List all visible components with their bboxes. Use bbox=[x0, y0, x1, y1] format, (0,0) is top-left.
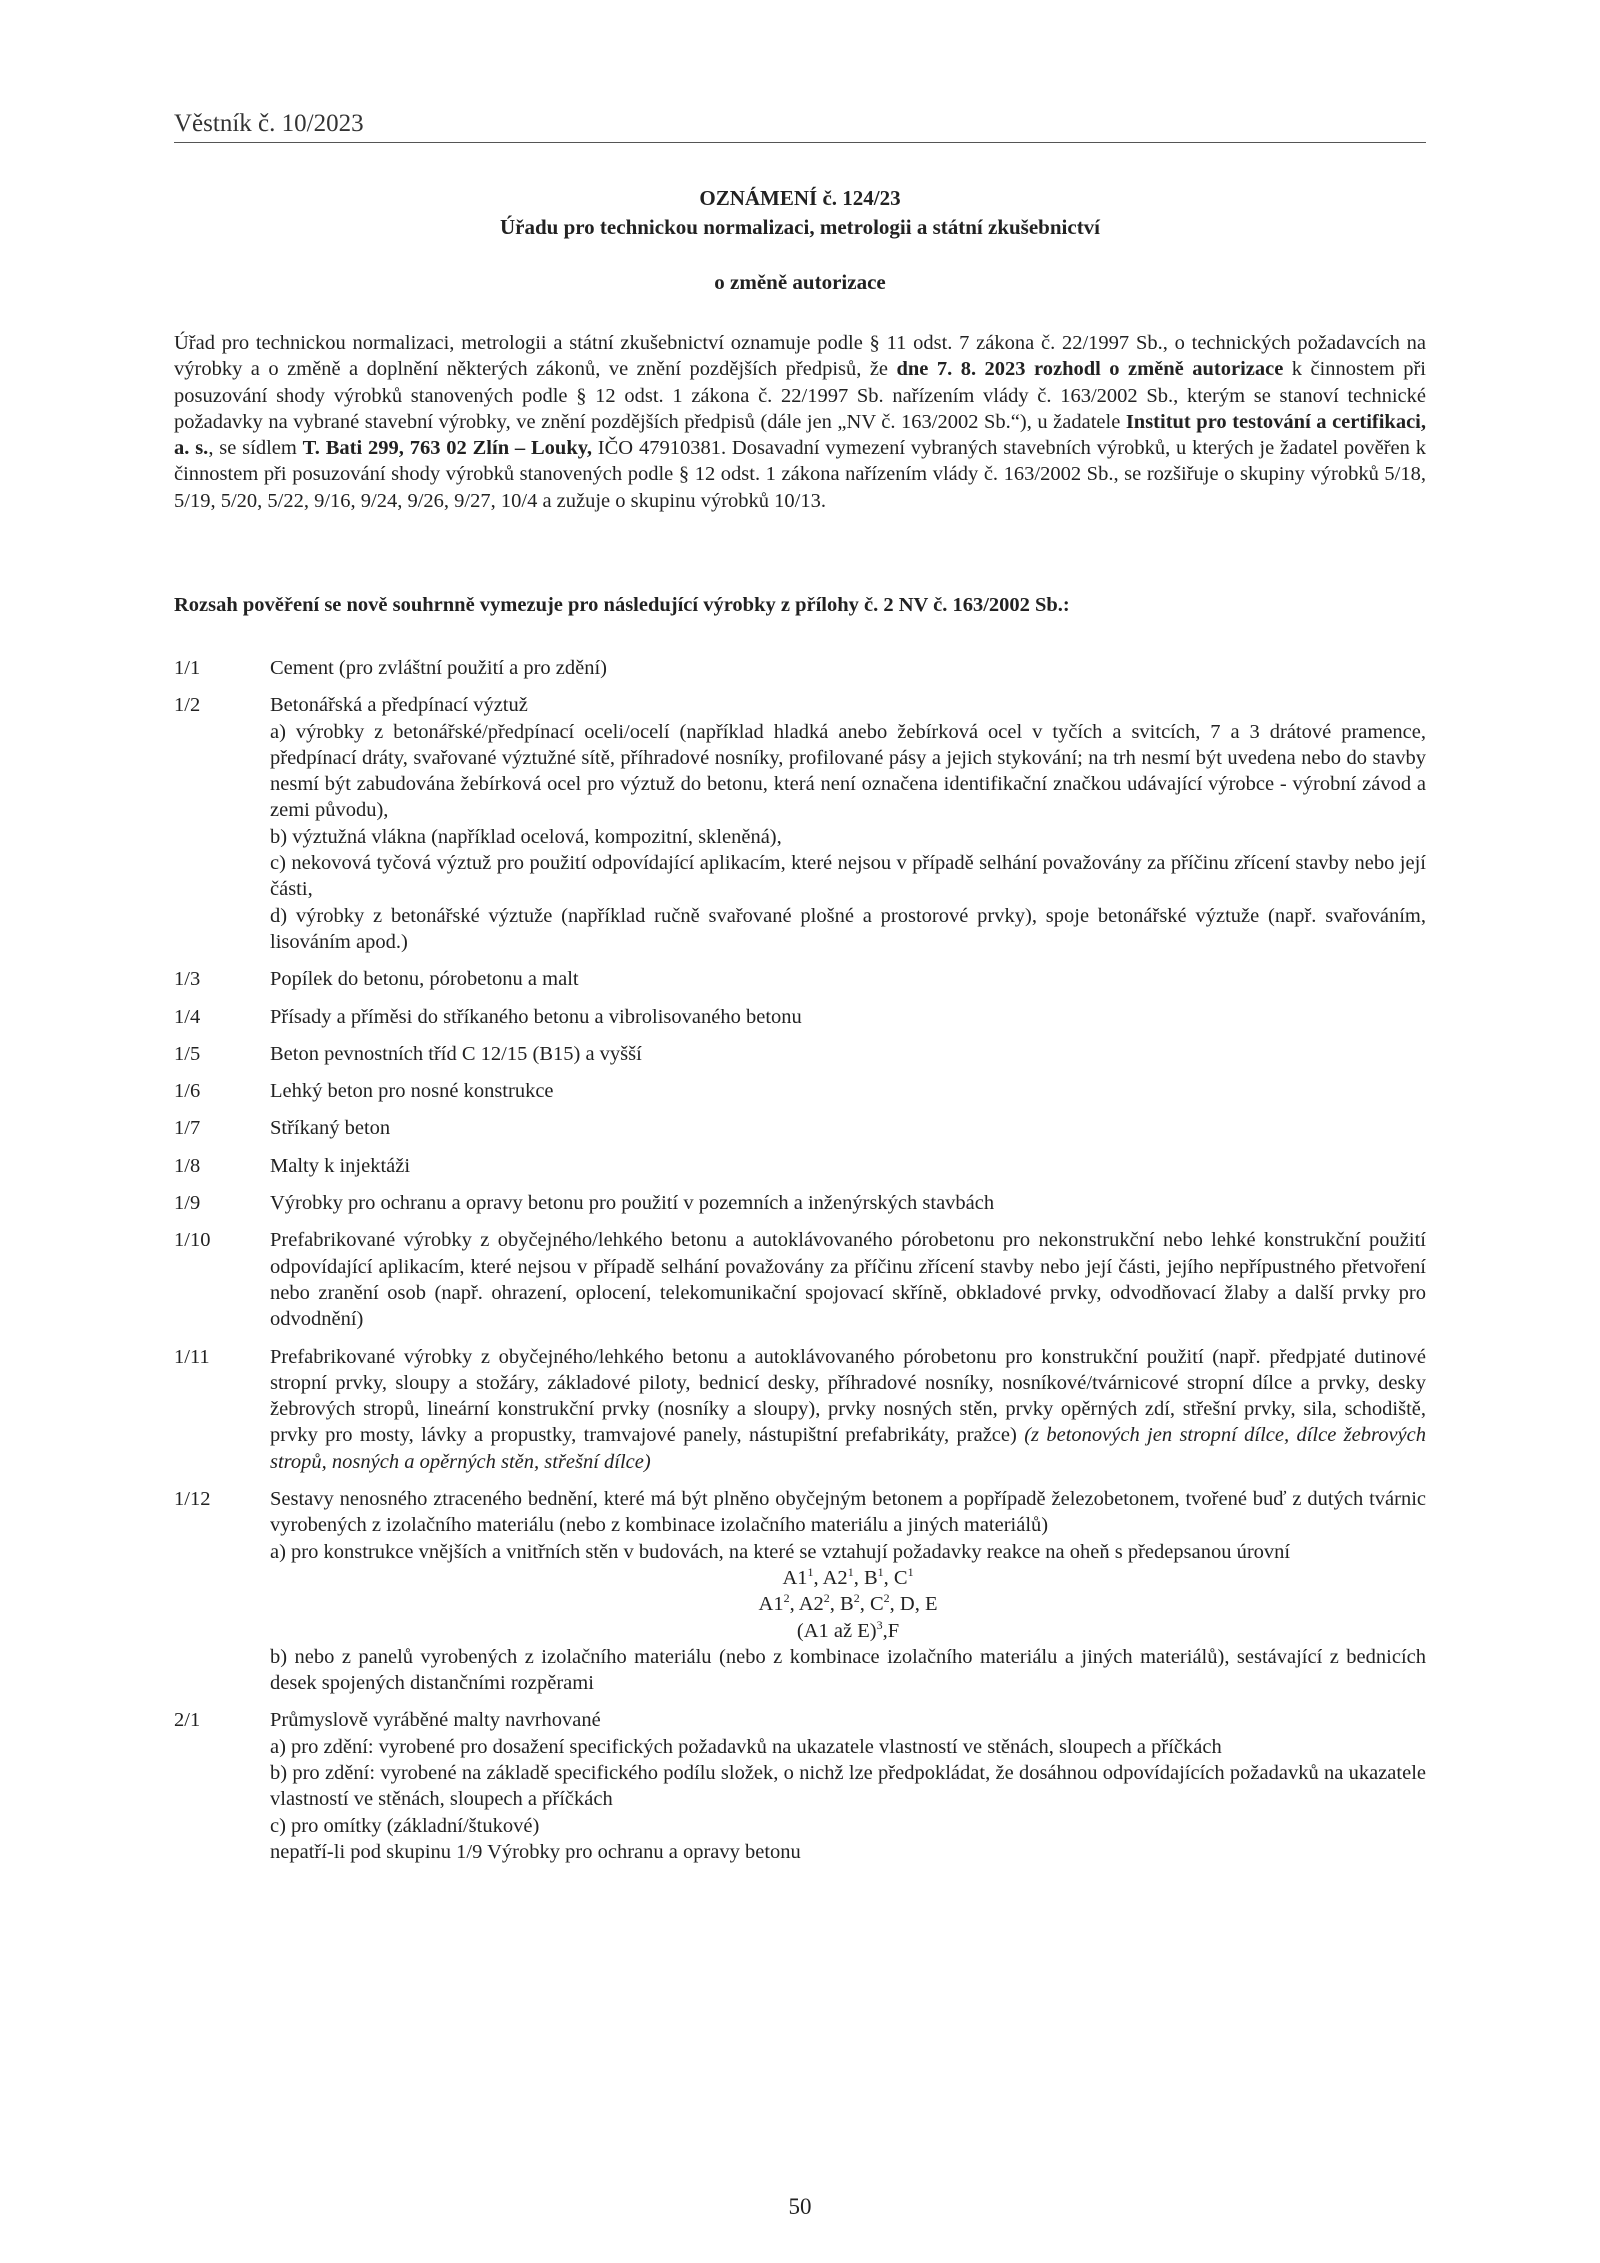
class-sup: 2 bbox=[823, 1591, 830, 1606]
item-text: Prefabrikované výrobky z obyčejného/lehkého betonu a autoklávovaného pórobetonu pro konstrukční použití (např. předpjaté dutinové stropní prvky, sloupy a stožáry, základové piloty, bednicí desky, příhradové nosníky, nosníkové/tvárnicové stropní dílce a prvky, desky žebrových stropů, lineární konstrukční prvky (nosníky a sloupy), prvky nosných stěn, prvky opěrných zdí, střešní prvky, sila, schodiště, prvky pro mosty, lávky a propustky, tramvajové panely, nástupištní prefabrikáty, pražce) bbox=[270, 1345, 1426, 1447]
item-text: Malty k injektáži bbox=[270, 1154, 411, 1177]
item-number: 1/10 bbox=[174, 1229, 211, 1252]
item-content bbox=[270, 1707, 1426, 1865]
page-number: 50 bbox=[788, 2194, 812, 2219]
class-sup: 2 bbox=[853, 1591, 860, 1606]
class-text: , A2 bbox=[789, 1593, 824, 1616]
class-text: , B bbox=[829, 1593, 854, 1616]
list-item bbox=[174, 1486, 1426, 1696]
product-list bbox=[174, 655, 1426, 1876]
item-text: Lehký beton pro nosné konstrukce bbox=[270, 1080, 554, 1103]
list-item bbox=[174, 1078, 1426, 1104]
fire-class-line-1 bbox=[270, 1565, 1426, 1591]
title-line-office: Úřadu pro technickou normalizaci, metrologii a státní zkušebnictví bbox=[499, 215, 1101, 239]
intro-text-1: Úřad pro technickou normalizaci, metrologii a státní zkušebnictví oznamuje podle § 11 odst. 7 zákona č. 22/1997 Sb., o technických požadavcích na výrobky a o změně a doplnění některých zákonů, ve znění pozdějších předpisů, že bbox=[174, 332, 1426, 381]
list-item bbox=[174, 1004, 1426, 1030]
item-text: Prefabrikované výrobky z obyčejného/lehkého betonu a autoklávovaného pórobetonu pro nekonstrukční nebo lehké konstrukční použití odpovídající aplikacím, které nejsou v případě selhání považovány za příčinu zřícení stavby nebo její části, jejího nepřípustného přetvoření nebo zranění osob (např. ohrazení, oplocení, telekomunikační spojovací skříně, obkladové prvky, odvodňovací žlaby a další prvky pro odvodnění) bbox=[270, 1229, 1426, 1331]
intro-text-3: , se sídlem bbox=[208, 437, 303, 460]
item-number: 1/11 bbox=[174, 1345, 210, 1368]
item-sub-b: b) pro zdění: vyrobené na základě specifického podílu složek, o nichž lze předpokládat, že dosáhnou odpovídajících požadavků na ukazatele vlastností ve stěnách, sloupech a příčkách bbox=[270, 1761, 1426, 1811]
list-item bbox=[174, 692, 1426, 955]
item-sub-c: c) pro omítky (základní/štukové) bbox=[270, 1814, 540, 1837]
item-number: 1/12 bbox=[174, 1488, 211, 1511]
class-sup: 1 bbox=[847, 1565, 854, 1580]
list-item bbox=[174, 1115, 1426, 1141]
item-text: Stříkaný beton bbox=[270, 1117, 391, 1140]
item-sub-b: b) nebo z panelů vyrobených z izolačního materiálu (nebo z kombinace izolačního materiálu a jiných materiálů), sestávající z bednicích desek spojených distančními rozpěrami bbox=[270, 1645, 1426, 1695]
item-content bbox=[270, 1344, 1426, 1475]
item-number: 1/8 bbox=[174, 1154, 201, 1177]
list-item bbox=[174, 1190, 1426, 1216]
class-text: , C bbox=[859, 1593, 884, 1616]
intro-bold-address: T. Bati 299, 763 02 Zlín – Louky, bbox=[302, 437, 592, 460]
class-text: A1 bbox=[782, 1566, 808, 1589]
item-sub-c: c) nekovová tyčová výztuž pro použití odpovídající aplikacím, které nejsou v případě selhání považovány za příčinu zřícení stavby nebo její části, bbox=[270, 852, 1426, 901]
item-text: Průmyslově vyráběné malty navrhované bbox=[270, 1709, 601, 1732]
document-page bbox=[174, 0, 1426, 2263]
item-sub-b: b) výztužná vlákna (například ocelová, kompozitní, skleněná), bbox=[270, 825, 782, 848]
item-text: Popílek do betonu, pórobetonu a malt bbox=[270, 968, 579, 991]
class-sup: 3 bbox=[876, 1617, 883, 1632]
item-sub-a: a) pro zdění: vyrobené pro dosažení specifických požadavků na ukazatele vlastností ve stěnách, sloupech a příčkách bbox=[270, 1735, 1222, 1758]
item-text: Betonářská a předpínací výztuž bbox=[270, 694, 528, 717]
class-sup: 1 bbox=[907, 1565, 914, 1580]
class-text: , C bbox=[883, 1566, 908, 1589]
list-item bbox=[174, 1153, 1426, 1179]
class-text: A1 bbox=[758, 1593, 784, 1616]
fire-class-line-3 bbox=[270, 1618, 1426, 1644]
item-text: Přísady a příměsi do stříkaného betonu a vibrolisovaného betonu bbox=[270, 1005, 802, 1028]
class-text: , B bbox=[853, 1566, 878, 1589]
intro-bold-decision: dne 7. 8. 2023 rozhodl o změně autorizace bbox=[896, 358, 1284, 381]
intro-paragraph bbox=[174, 330, 1426, 514]
item-number: 1/2 bbox=[174, 694, 201, 717]
title-line-number: OZNÁMENÍ č. 124/23 bbox=[699, 186, 901, 210]
scope-heading: Rozsah pověření se nově souhrnně vymezuje pro následující výrobky z přílohy č. 2 NV č. 163/2002 Sb.: bbox=[174, 594, 1070, 616]
item-number: 1/7 bbox=[174, 1117, 201, 1140]
item-sub-d: d) výrobky z betonářské výztuže (například ručně svařované plošné a prostorové prvky), spoje betonářské výztuže (např. svařováním, lisováním apod.) bbox=[270, 904, 1426, 953]
item-sub-d: nepatří-li pod skupinu 1/9 Výrobky pro ochranu a opravy betonu bbox=[270, 1840, 801, 1863]
intro-text-4: IČO 47910381. Dosavadní vymezení vybraných stavebních výrobků, u kterých je žadatel pověřen k činnostem při posuzování shody výrobků stanovených podle § 12 odst. 1 zákona nařízením vlády č. 163/2002 Sb., se rozšiřuje o skupiny výrobků 5/18, 5/19, 5/20, 5/22, 9/16, 9/24, 9/26, 9/27, 10/4 a zužuje o skupinu výrobků 10/13. bbox=[174, 437, 1426, 512]
item-text: Beton pevnostních tříd C 12/15 (B15) a vyšší bbox=[270, 1042, 642, 1065]
list-item bbox=[174, 966, 1426, 992]
item-text: Cement (pro zvláštní použití a pro zdění) bbox=[270, 657, 608, 679]
list-item bbox=[174, 1041, 1426, 1067]
class-text: , A2 bbox=[813, 1566, 848, 1589]
item-number: 2/1 bbox=[174, 1709, 201, 1732]
item-italic-note: (z betonových jen stropní dílce, dílce žebrových stropů, nosných a opěrných stěn, střešní dílce) bbox=[270, 1424, 1427, 1473]
list-item bbox=[174, 655, 1426, 681]
item-number: 1/9 bbox=[174, 1192, 201, 1215]
item-text: Výrobky pro ochranu a opravy betonu pro použití v pozemních a inženýrských stavbách bbox=[270, 1192, 995, 1215]
class-text: ,F bbox=[882, 1619, 900, 1642]
class-sup: 1 bbox=[807, 1565, 814, 1580]
class-text: , D, E bbox=[889, 1593, 938, 1616]
intro-text-2: k činnostem při posuzování shody výrobků stanovených podle § 12 odst. 1 zákona č. 22/1997 Sb. nařízením vlády č. 163/2002 Sb., kterým se stanoví technické požadavky na vybrané stavební výrobky, ve znění pozdějších předpisů (dále jen „NV č. 163/2002 Sb.“), u žadatele bbox=[174, 358, 1426, 433]
item-content bbox=[270, 1486, 1426, 1696]
list-item bbox=[174, 1707, 1426, 1865]
class-text: (A1 až E) bbox=[796, 1619, 877, 1642]
class-sup: 1 bbox=[877, 1565, 884, 1580]
class-sup: 2 bbox=[883, 1591, 890, 1606]
item-number: 1/4 bbox=[174, 1005, 201, 1028]
item-sub-a: a) pro konstrukce vnějších a vnitřních stěn v budovách, na které se vztahují požadavky reakce na oheň s předepsanou úrovní bbox=[270, 1540, 1291, 1563]
list-item bbox=[174, 1344, 1426, 1475]
fire-class-line-2 bbox=[270, 1591, 1426, 1617]
class-sup: 2 bbox=[783, 1591, 790, 1606]
journal-header: Věstník č. 10/2023 bbox=[174, 110, 1426, 143]
announcement-subject: o změně autorizace bbox=[714, 270, 886, 294]
item-content bbox=[270, 692, 1426, 955]
item-number: 1/6 bbox=[174, 1080, 201, 1103]
intro-bold-applicant: Institut pro testování a certifikaci, a. s. bbox=[174, 410, 1426, 460]
item-number: 1/1 bbox=[174, 657, 201, 679]
announcement-title bbox=[174, 184, 1426, 242]
item-text: Sestavy nenosného ztraceného bednění, které má být plněno obyčejným betonem a popřípadě železobetonem, tvořené buď z dutých tvárnic vyrobených z izolačního materiálu (nebo z kombinace izolačního materiálu a jiných materiálů) bbox=[270, 1488, 1426, 1537]
item-number: 1/5 bbox=[174, 1042, 201, 1065]
list-item bbox=[174, 1227, 1426, 1332]
item-number: 1/3 bbox=[174, 968, 201, 991]
item-sub-a: a) výrobky z betonářské/předpínací oceli/ocelí (například hladká anebo žebírková ocel v tyčích a svitcích, 7 a 3 drátové pramence, předpínací dráty, svařované výztužné sítě, příhradové nosníky, profilované pásy a jejich stykování; na trh nesmí být uvedena nebo do stavby nesmí být zabudována žebírková ocel pro výztuž do betonu, která není označena identifikační značkou udávající výrobce - výrobní závod a zemi původu), bbox=[270, 720, 1426, 822]
